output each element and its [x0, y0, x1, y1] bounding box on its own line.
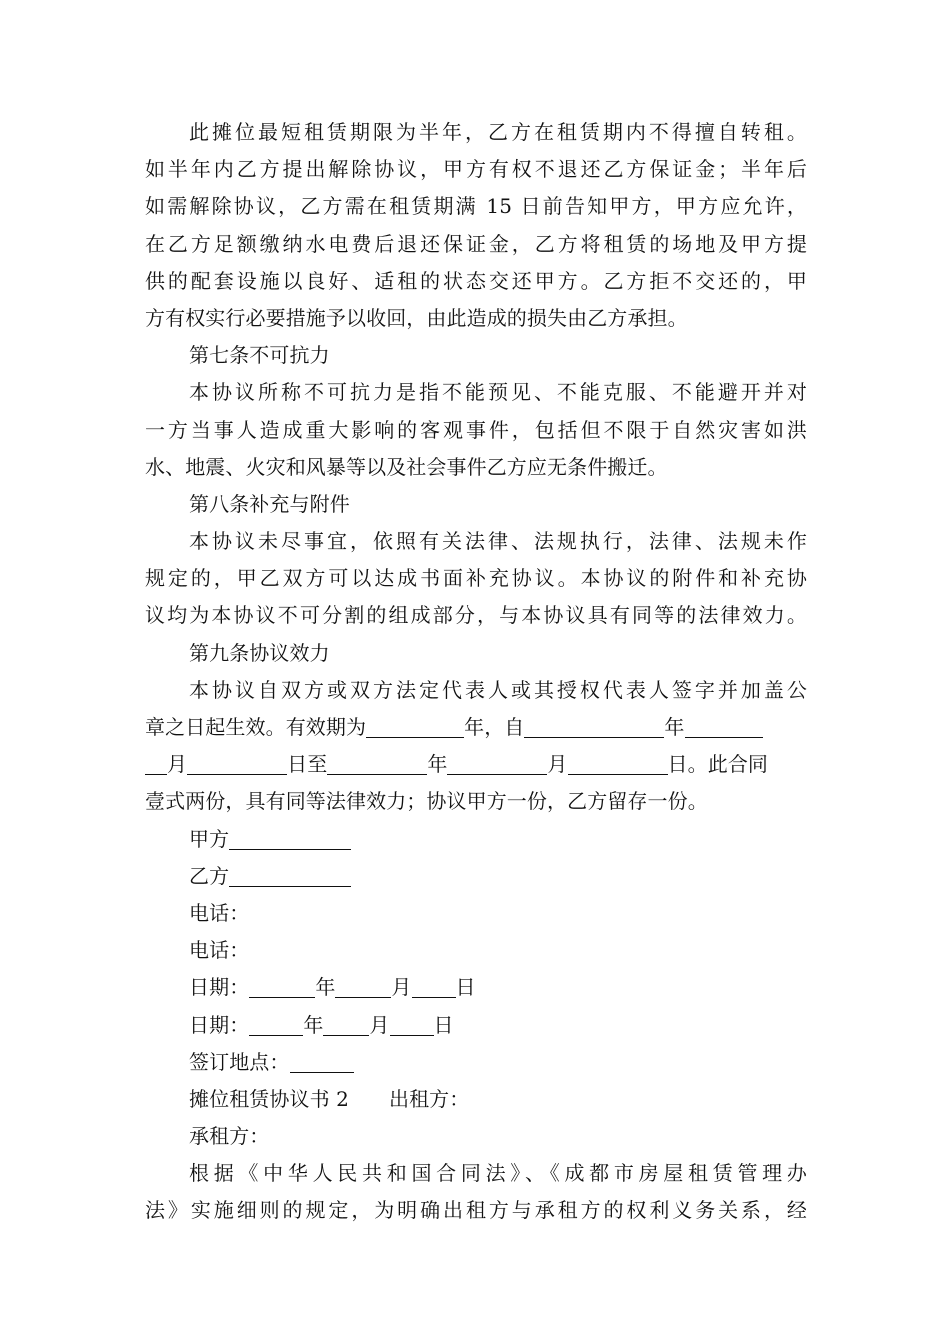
phone-a-label: 电话： — [189, 900, 250, 925]
party-a-blank[interactable] — [229, 827, 351, 850]
date-label: 日期： — [189, 975, 250, 1000]
article-9-text-line: 本协议自双方或双方法定代表人或其授权代表人签字并加盖公 — [189, 677, 807, 702]
clause-6-text-line: 在乙方足额缴纳水电费后退还保证金，乙方将租赁的场地及甲方提 — [145, 231, 807, 256]
date-a-month-blank[interactable] — [335, 975, 391, 998]
phone-b-label: 电话： — [189, 938, 250, 963]
article-9-validity-line — [145, 709, 807, 746]
lessor-label: 出租方： — [388, 1086, 470, 1111]
validity-years-blank[interactable] — [366, 715, 464, 738]
party-a-line — [145, 821, 807, 858]
date-b-line — [145, 1007, 807, 1044]
party-b-label: 乙方 — [189, 863, 230, 888]
date-text: 日至 — [287, 752, 328, 777]
article-8-heading: 第八条补充与附件 — [189, 491, 350, 516]
start-month-blank-cont[interactable] — [145, 752, 167, 775]
clause-6-text-line: 方有权实行必要措施予以收回，由此造成的损失由乙方承担。 — [145, 305, 688, 330]
next-doc-intro-line: 根据《中华人民共和国合同法》、《成都市房屋租赁管理办 — [189, 1161, 807, 1186]
article-9-heading: 第九条协议效力 — [189, 640, 330, 665]
year-text: 年 — [315, 975, 336, 1000]
date-b-year-blank[interactable] — [249, 1013, 303, 1036]
validity-text: 年，自 — [464, 715, 525, 739]
date-label: 日期： — [189, 1012, 250, 1037]
end-year-blank[interactable] — [327, 752, 427, 775]
article-8-text-line: 本协议未尽事宜，依照有关法律、法规执行，法律、法规未作 — [189, 529, 807, 554]
start-day-blank[interactable] — [187, 752, 287, 775]
start-month-blank[interactable] — [685, 715, 763, 738]
article-8-text-line: 规定的，甲乙双方可以达成书面补充协议。本协议的附件和补充协 — [145, 566, 807, 591]
clause-6-text-line: 供的配套设施以良好、适租的状态交还甲方。乙方拒不交还的，甲 — [145, 268, 807, 293]
clause-6-text-line: 如需解除协议，乙方需在租赁期满 15 日前告知甲方，甲方应允许， — [145, 194, 807, 219]
party-b-blank[interactable] — [229, 864, 351, 887]
start-year-blank[interactable] — [524, 715, 664, 738]
lessee-label: 承租方： — [189, 1124, 270, 1149]
next-doc-title-line — [145, 1081, 807, 1118]
month-text: 月 — [369, 1012, 390, 1037]
validity-text: 年 — [664, 715, 685, 739]
party-b-line — [145, 858, 807, 895]
signing-place-blank[interactable] — [290, 1050, 354, 1073]
signing-place-label: 签订地点： — [189, 1049, 290, 1074]
article-9-text-line: 壹式两份，具有同等法律效力；协议甲方一份，乙方留存一份。 — [145, 789, 708, 814]
party-a-label: 甲方 — [189, 826, 230, 851]
date-b-month-blank[interactable] — [323, 1013, 369, 1036]
day-text: 日 — [455, 975, 476, 1000]
clause-6-text-line: 此摊位最短租赁期限为半年，乙方在租赁期内不得擅自转租。 — [189, 120, 807, 144]
day-text: 日 — [433, 1012, 454, 1037]
article-8-text-line: 议均为本协议不可分割的组成部分，与本协议具有同等的法律效力。 — [145, 603, 807, 628]
next-doc-intro-line: 法》实施细则的规定，为明确出租方与承租方的权利义务关系，经 — [145, 1198, 807, 1223]
article-7-text-line: 一方当事人造成重大影响的客观事件，包括但不限于自然灾害如洪 — [145, 417, 807, 442]
article-9-date-range-line — [145, 746, 807, 783]
end-month-blank[interactable] — [447, 752, 547, 775]
date-text: 年 — [427, 752, 448, 777]
date-b-day-blank[interactable] — [390, 1013, 434, 1036]
clause-6-text-line: 如半年内乙方提出解除协议，甲方有权不退还乙方保证金；半年后 — [145, 157, 807, 182]
date-text: 月 — [547, 752, 568, 777]
date-a-year-blank[interactable] — [249, 975, 315, 998]
end-day-blank[interactable] — [568, 752, 668, 775]
month-text: 月 — [391, 975, 412, 1000]
date-a-line — [145, 969, 807, 1006]
validity-text: 章之日起生效。有效期为 — [145, 715, 367, 739]
year-text: 年 — [303, 1012, 324, 1037]
document-page — [145, 114, 807, 1230]
date-text: 日。此合同 — [667, 752, 769, 777]
date-text: 月 — [167, 752, 188, 777]
next-doc-title: 摊位租赁协议书 2 — [189, 1086, 349, 1111]
date-a-day-blank[interactable] — [412, 975, 456, 998]
article-7-heading: 第七条不可抗力 — [189, 343, 330, 368]
article-7-text-line: 本协议所称不可抗力是指不能预见、不能克服、不能避开并对 — [189, 380, 807, 405]
article-7-text-line: 水、地震、火灾和风暴等以及社会事件乙方应无条件搬迁。 — [145, 454, 668, 479]
signing-place-line — [145, 1044, 807, 1081]
